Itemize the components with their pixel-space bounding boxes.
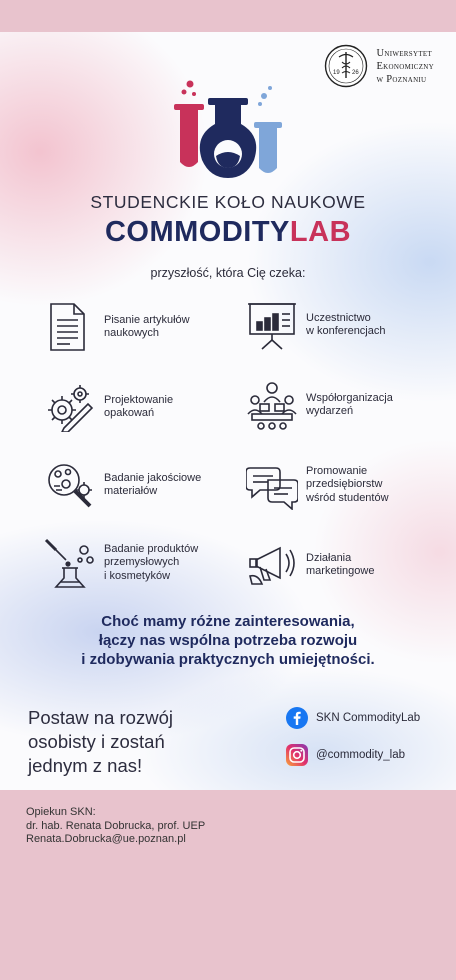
seal-year-right: 26 [352, 70, 360, 76]
brand-part-lab: LAB [289, 216, 352, 248]
cta-line: Postaw na rozwój [28, 707, 173, 728]
supervisor-name: dr. hab. Renata Dobrucka, prof. UEP [26, 819, 206, 832]
feature-item [246, 300, 386, 350]
feature-item [246, 460, 389, 510]
club-subtitle: STUDENCKIE KOŁO NAUKOWE [90, 192, 366, 212]
feature-item [44, 382, 173, 432]
feature-label: Projektowanie opakowań [104, 393, 174, 419]
motto-line: łączy nas wspólna potrzeba rozwoju [98, 632, 358, 649]
feature-label: Badanie jakościowe materiałów [104, 471, 202, 497]
feature-item [246, 380, 393, 430]
facebook-link[interactable] [286, 707, 420, 729]
feature-label: Działania marketingowe [306, 551, 375, 577]
instagram-link[interactable] [286, 744, 405, 766]
chat-bubbles-icon [246, 460, 298, 510]
supervisor-email[interactable]: Renata.Dobrucka@ue.poznan.pl [26, 833, 186, 845]
cta-line: osobisty i zostań [28, 731, 165, 752]
feature-item [44, 302, 190, 352]
brand-part-commodity: COMMODITY [104, 216, 290, 248]
cta-line: jednym z nas! [28, 755, 143, 776]
facebook-handle: SKN CommodityLab [316, 712, 421, 724]
motto-line: i zdobywania praktycznych umiejętności. [81, 651, 375, 668]
feature-item [44, 460, 201, 510]
feature-label: Współorganizacja wydarzeń [306, 391, 393, 417]
feature-item [246, 540, 374, 590]
motto [0, 612, 456, 669]
university-seal-icon [324, 44, 368, 88]
presentation-board-icon [246, 300, 298, 350]
instagram-icon [286, 744, 308, 766]
document-icon [44, 302, 96, 352]
facebook-icon [286, 707, 308, 729]
university-name-line2: Ekonomiczny [376, 60, 434, 72]
magnifier-research-icon [44, 460, 96, 510]
feature-label: Pisanie artykułów naukowych [104, 313, 190, 339]
megaphone-icon [246, 540, 298, 590]
university-name-line3: w Poznaniu [376, 73, 427, 85]
commoditylab-flasks-logo-icon [172, 72, 284, 182]
seal-year-left: 19 [333, 70, 341, 76]
top-pink-band [0, 0, 456, 32]
motto-line: Choć mamy różne zainteresowania, [101, 613, 355, 630]
feature-item [44, 538, 198, 588]
meeting-table-icon [246, 380, 298, 430]
supervisor-info [26, 806, 205, 847]
supervisor-label: Opiekun SKN: [26, 806, 96, 818]
brand-title [0, 216, 456, 249]
lab-flask-dropper-icon [44, 538, 96, 588]
feature-label: Uczestnictwo w konferencjach [306, 311, 386, 337]
university-name-line1: Uniwersytet [376, 47, 433, 59]
call-to-action [28, 706, 173, 778]
tagline: przyszłość, która Cię czeka: [150, 266, 306, 280]
instagram-handle: @commodity_lab [316, 749, 406, 761]
feature-label: Badanie produktów przemysłowych i kosmetyków [104, 542, 199, 582]
gears-pencil-icon [44, 382, 96, 432]
feature-label: Promowanie przedsiębiorstw wśród studentów [306, 464, 389, 504]
university-logo [324, 44, 434, 88]
